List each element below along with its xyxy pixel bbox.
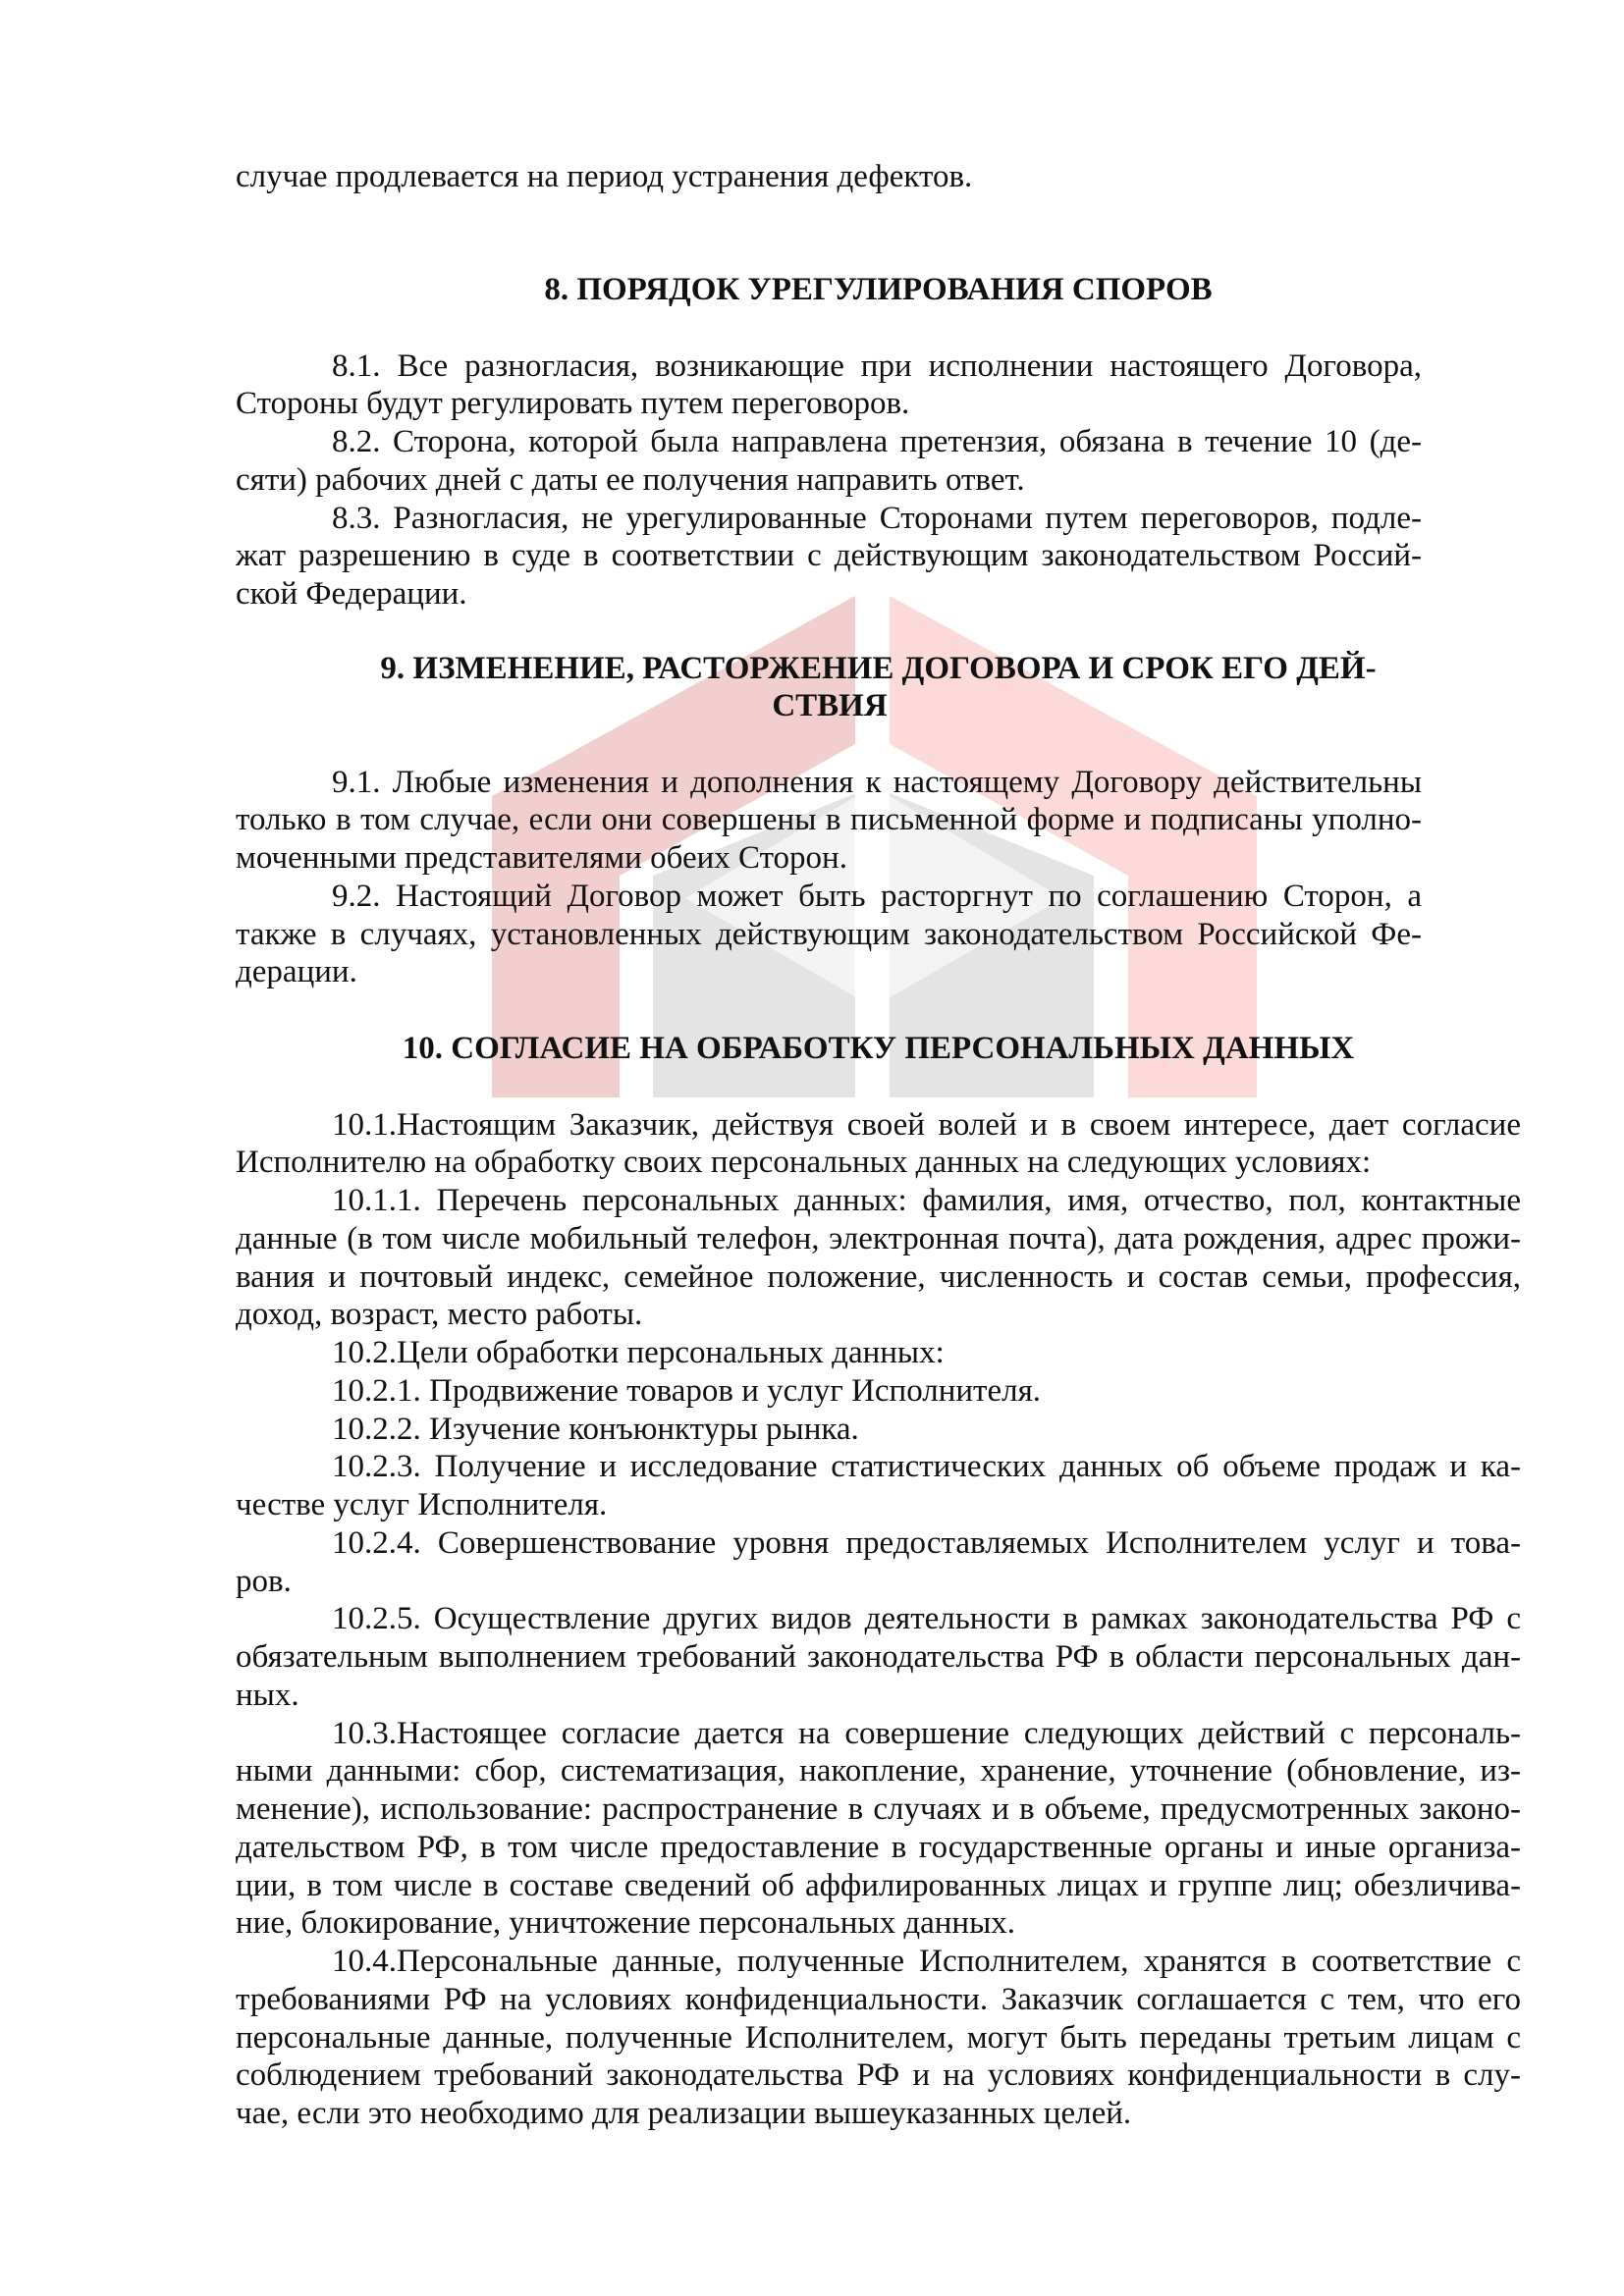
clause-10-item-line: 10.1.1. Перечень персональных данных: фамилия, имя, отчество, пол, контактные <box>332 1183 1521 1218</box>
clause-10-item-line: 10.1.Настоящим Заказчик, действуя своей волей и в своем интересе, дает согласие <box>332 1106 1521 1143</box>
clause-10-item-line: менение), использование: распространение в случаях и в объеме, предусмотренных законо- <box>236 1791 1521 1827</box>
clause-8-3-line: жат разрешению в суде в соответствии с действующим законодательством Россий- <box>236 538 1422 574</box>
clause-10-item-line: соблюдением требований законодательства РФ и на условиях конфиденциальности в слу- <box>236 2057 1521 2094</box>
clause-8-1-line: 8.1. Все разногласия, возникающие при исполнении настоящего Договора, <box>332 347 1422 384</box>
clause-8-3-line: ской Федерации. <box>236 576 467 612</box>
clause-8-3-line: 8.3. Разногласия, не урегулированные Сторонами путем переговоров, подле- <box>332 500 1422 536</box>
clause-10-item-line: 10.2.Цели обработки персональных данных: <box>332 1335 945 1370</box>
clause-10-item-line: доход, возраст, место работы. <box>236 1297 643 1333</box>
clause-10-item-line: 10.4.Персональные данные, полученные Исполнителем, хранятся в соответствие с <box>332 1944 1521 1979</box>
intro-paragraph-line: случае продлевается на период устранения дефектов. <box>236 158 973 194</box>
section-9-heading: СТВИЯ <box>772 687 888 723</box>
clause-9-2-line: 9.2. Настоящий Договор может быть расторгнут по соглашению Сторон, а <box>332 878 1422 914</box>
clause-9-1-line: 9.1. Любые изменения и дополнения к настоящему Договору действительны <box>332 764 1422 800</box>
clause-10-item-line: вания и почтовый индекс, семейное положение, численность и состав семьи, профессия, <box>236 1258 1521 1295</box>
clause-10-item-line: 10.3.Настоящее согласие дается на совершение следующих действий с персональ- <box>332 1715 1521 1751</box>
clause-8-2-line: сяти) рабочих дней с даты ее получения направить ответ. <box>236 461 1025 498</box>
section-10-heading: 10. СОГЛАСИЕ НА ОБРАБОТКУ ПЕРСОНАЛЬНЫХ ДАННЫХ <box>402 1030 1355 1066</box>
section-9-heading: 9. ИЗМЕНЕНИЕ, РАСТОРЖЕНИЕ ДОГОВОРА И СРОК ЕГО ДЕЙ- <box>380 650 1377 686</box>
clause-10-item-line: ров. <box>236 1563 292 1599</box>
clause-9-1-line: только в том случае, если они совершены в письменной форме и подписаны уполно- <box>236 802 1422 838</box>
clause-9-1-line: моченными представителями обеих Сторон. <box>236 840 847 876</box>
clause-10-item-line: 10.2.5. Осуществление других видов деятельности в рамках законодательства РФ с <box>332 1601 1521 1637</box>
clause-10-item-line: чае, если это необходимо для реализации вышеуказанных целей. <box>236 2096 1132 2131</box>
clause-10-item-line: ными данными: сбор, систематизация, накопление, хранение, уточнение (обновление, из- <box>236 1753 1521 1789</box>
clause-8-2-line: 8.2. Сторона, которой была направлена претензия, обязана в течение 10 (де- <box>332 424 1422 459</box>
clause-10-item-line: требованиями РФ на условиях конфиденциальности. Заказчик соглашается с тем, что его <box>236 1981 1521 2017</box>
clause-10-item-line: 10.2.1. Продвижение товаров и услуг Исполнителя. <box>332 1372 1042 1409</box>
clause-10-item-line: ных. <box>236 1677 299 1713</box>
clause-10-item-line: обязательным выполнением требований законодательства РФ в области персональных дан- <box>236 1639 1521 1675</box>
clause-10-item-line: ние, блокирование, уничтожение персональных данных. <box>236 1905 1015 1942</box>
clause-10-item-line: 10.2.3. Получение и исследование статистических данных об объеме продаж и ка- <box>332 1449 1521 1485</box>
clause-10-item-line: персональные данные, полученные Исполнителем, могут быть переданы третьим лицам с <box>236 2019 1521 2056</box>
section-8-heading: 8. ПОРЯДОК УРЕГУЛИРОВАНИЯ СПОРОВ <box>544 271 1213 307</box>
clause-9-2-line: также в случаях, установленных действующим законодательством Российской Фе- <box>236 916 1422 952</box>
clause-9-2-line: дерации. <box>236 954 357 990</box>
clause-10-item-line: дательством РФ, в том числе предоставление в государственные органы и иные организа- <box>236 1829 1521 1865</box>
clause-10-item-line: 10.2.4. Совершенствование уровня предоставляемых Исполнителем услуг и това- <box>332 1524 1521 1561</box>
clause-10-item-line: честве услуг Исполнителя. <box>236 1487 608 1522</box>
clause-10-item-line: Исполнителю на обработку своих персональных данных на следующих условиях: <box>236 1145 1372 1181</box>
clause-8-1-line: Стороны будут регулировать путем переговоров. <box>236 386 910 422</box>
clause-10-item-line: ции, в том числе в составе сведений об аффилированных лицах и группе лиц; обезличива- <box>236 1867 1521 1903</box>
clause-10-item-line: данные (в том числе мобильный телефон, электронная почта), дата рождения, адрес прожи- <box>236 1220 1521 1256</box>
clause-10-item-line: 10.2.2. Изучение конъюнктуры рынка. <box>332 1411 859 1447</box>
